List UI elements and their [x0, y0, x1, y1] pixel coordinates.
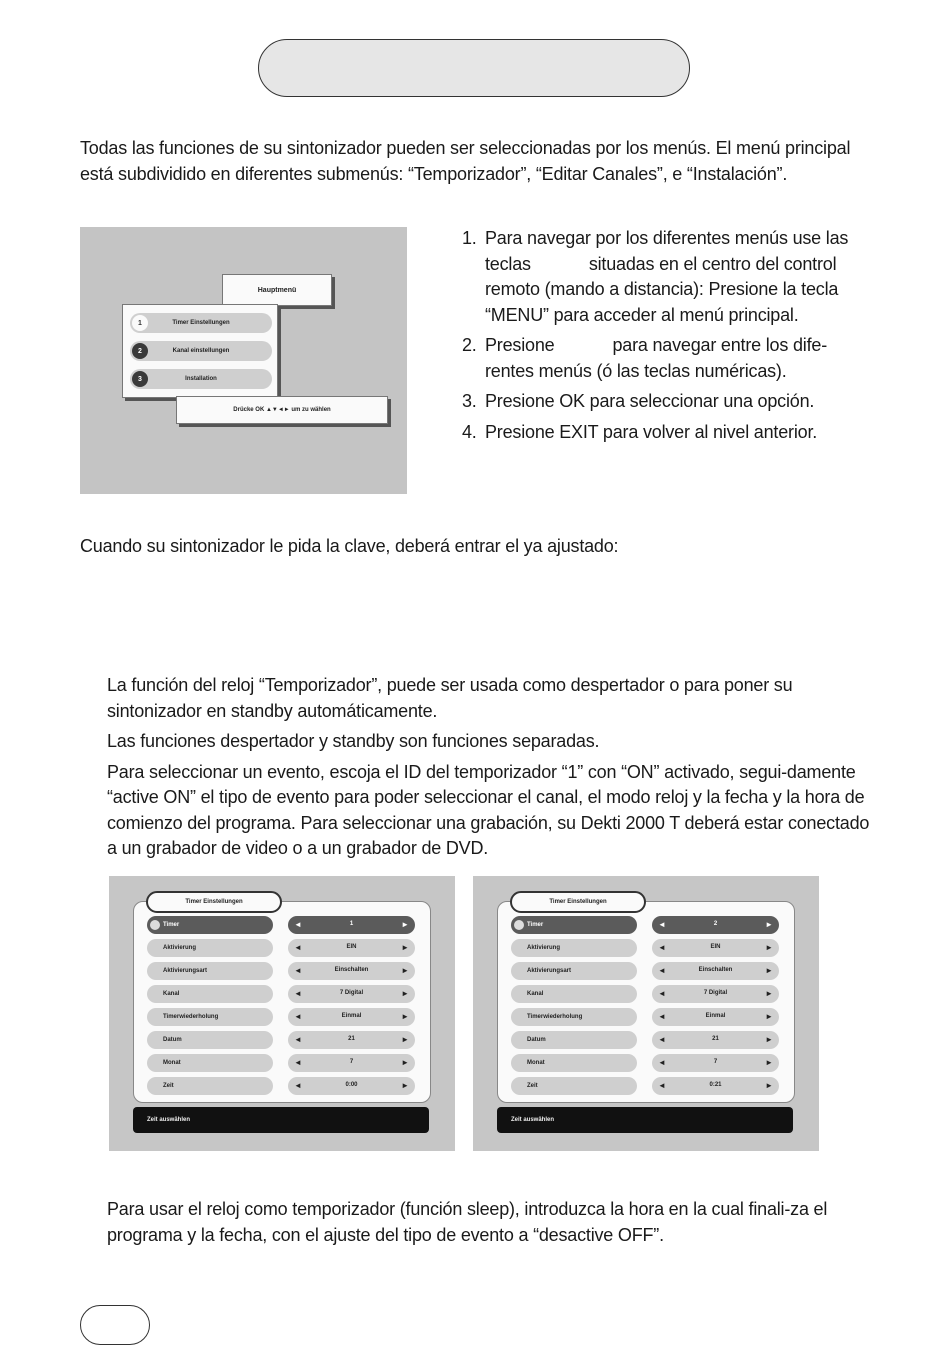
- timer-setting-row: [147, 985, 427, 1003]
- timer-setting-label: Kanal: [511, 985, 637, 1003]
- timer-screenshot-1: [109, 876, 455, 1151]
- timer-setting-value-text: Einmal: [341, 1013, 362, 1019]
- timer-setting-label: Timer: [147, 916, 273, 934]
- arrow-right-icon: ►: [765, 1058, 773, 1067]
- arrow-left-icon: ◄: [658, 989, 666, 998]
- arrow-right-icon: ►: [765, 920, 773, 929]
- step-item: [462, 420, 872, 446]
- arrow-right-icon: ►: [765, 989, 773, 998]
- timer-setting-label: Zeit: [147, 1077, 273, 1095]
- arrow-left-icon: ◄: [294, 943, 302, 952]
- timer-setting-value-text: 7 Digital: [703, 990, 728, 996]
- step-item: [462, 333, 872, 384]
- timer-status-bar: Zeit auswählen: [497, 1107, 793, 1133]
- arrow-right-icon: ►: [765, 966, 773, 975]
- arrow-left-icon: ◄: [294, 966, 302, 975]
- menu-list: [122, 304, 278, 398]
- timer-setting-row: [511, 1054, 791, 1072]
- step-text: Presione: [485, 335, 555, 355]
- step-text: Para navegar por los diferentes menús use las teclas: [485, 228, 849, 274]
- arrow-left-icon: ◄: [658, 1058, 666, 1067]
- timer-setting-value: [652, 1031, 779, 1049]
- arrow-right-icon: ►: [765, 1035, 773, 1044]
- arrow-right-icon: ►: [765, 1081, 773, 1090]
- timer-setting-row: [511, 1077, 791, 1095]
- timer-setting-value: [288, 962, 415, 980]
- timer-setting-value: [652, 985, 779, 1003]
- timer-setting-value: [652, 962, 779, 980]
- menu-hint: Drücke OK ▲▼◄► um zu wählen: [176, 396, 388, 424]
- menu-item-label: Installation: [185, 376, 217, 382]
- arrow-right-icon: ►: [401, 966, 409, 975]
- timer-setting-label: Zeit: [511, 1077, 637, 1095]
- timer-paragraph: La función del reloj “Temporizador”, puede ser usada como despertador o para poner su sintonizador en standby automáticamente.: [107, 675, 793, 721]
- step-item: [462, 226, 872, 328]
- timer-setting-row: [147, 1031, 427, 1049]
- timer-setting-row: [511, 939, 791, 957]
- arrow-left-icon: ◄: [294, 920, 302, 929]
- timer-status-bar: Zeit auswählen: [133, 1107, 429, 1133]
- timer-setting-row: [147, 939, 427, 957]
- step-number: 3.: [462, 391, 477, 411]
- page-number-pill: [80, 1305, 150, 1345]
- timer-setting-value-text: Einschalten: [698, 967, 733, 973]
- timer-setting-value: [652, 939, 779, 957]
- timer-setting-value: [288, 939, 415, 957]
- arrow-left-icon: ◄: [294, 1058, 302, 1067]
- menu-item-installation: [130, 369, 272, 389]
- timer-setting-label: Aktivierungsart: [511, 962, 637, 980]
- timer-description: [107, 673, 872, 867]
- arrow-right-icon: ►: [401, 1035, 409, 1044]
- timer-window-title: Timer Einstellungen: [146, 891, 282, 913]
- timer-setting-row: [147, 1008, 427, 1026]
- timer-setting-value: [652, 1077, 779, 1095]
- timer-setting-row: [147, 962, 427, 980]
- timer-setting-value-text: 1: [349, 921, 354, 927]
- timer-setting-value-text: 0:00: [345, 1082, 358, 1088]
- timer-paragraph: Las funciones despertador y standby son funciones separadas.: [107, 731, 600, 751]
- arrow-left-icon: ◄: [658, 966, 666, 975]
- timer-setting-row: [147, 1077, 427, 1095]
- arrow-right-icon: ►: [765, 943, 773, 952]
- main-menu-screenshot: [80, 227, 407, 494]
- arrow-right-icon: ►: [401, 1012, 409, 1021]
- timer-setting-label: Monat: [511, 1054, 637, 1072]
- timer-setting-label: Timerwiederholung: [511, 1008, 637, 1026]
- timer-setting-row: [511, 985, 791, 1003]
- timer-setting-label: Timer: [511, 916, 637, 934]
- timer-setting-label: Datum: [511, 1031, 637, 1049]
- timer-setting-value-text: 0:21: [709, 1082, 722, 1088]
- timer-setting-value-text: 7 Digital: [339, 990, 364, 996]
- menu-item-timer: [130, 313, 272, 333]
- timer-setting-value-text: 21: [712, 1036, 719, 1042]
- menu-item-number: 3: [132, 371, 148, 387]
- timer-setting-value: [288, 1031, 415, 1049]
- arrow-left-icon: ◄: [658, 1035, 666, 1044]
- timer-window-title: Timer Einstellungen: [510, 891, 646, 913]
- timer-setting-value: [652, 916, 779, 934]
- timer-setting-label: Monat: [147, 1054, 273, 1072]
- timer-setting-row: [511, 962, 791, 980]
- timer-setting-label: Aktivierung: [147, 939, 273, 957]
- timer-setting-value: [288, 985, 415, 1003]
- arrow-right-icon: ►: [401, 943, 409, 952]
- step-number: 1.: [462, 228, 477, 248]
- timer-setting-label: Aktivierungsart: [147, 962, 273, 980]
- arrow-right-icon: ►: [401, 1058, 409, 1067]
- timer-setting-value-text: 7: [349, 1059, 354, 1065]
- timer-setting-value: [652, 1054, 779, 1072]
- sleep-paragraph: Para usar el reloj como temporizador (función sleep), introduzca la hora en la cual finali-za el programa y la fecha, con el ajuste del tipo de evento a “desactive OFF”.: [107, 1199, 828, 1245]
- menu-item-number: 2: [132, 343, 148, 359]
- menu-item-label: Timer Einstellungen: [172, 320, 230, 326]
- step-number: 4.: [462, 421, 477, 442]
- navigation-steps: [462, 226, 872, 450]
- intro-paragraph: Todas las funciones de su sintonizador pueden ser seleccionadas por los menús. El menú principal está subdividido en diferentes submenús: “Temporizador”, “Editar Canales”, e “Instalación”.: [80, 138, 851, 184]
- arrow-left-icon: ◄: [294, 1012, 302, 1021]
- arrow-left-icon: ◄: [294, 989, 302, 998]
- timer-setting-value: [288, 916, 415, 934]
- step-text-cont: situadas en el centro del control remoto (mando a distancia): Presione la tecla “MENU” para acceder al menú principal.: [485, 253, 839, 325]
- timer-setting-value-text: Einmal: [705, 1013, 726, 1019]
- arrow-left-icon: ◄: [294, 1081, 302, 1090]
- arrow-left-icon: ◄: [658, 1081, 666, 1090]
- arrow-left-icon: ◄: [294, 1035, 302, 1044]
- timer-paragraph: Para seleccionar un evento, escoja el ID del temporizador “1” con “ON” activado, segui-damente “active ON” el tipo de evento para poder seleccionar el canal, el modo reloj y la fecha y la hora de comienzo del programa. Para seleccionar una grabación, su Dekti 2000 T deberá estar conectado a un grabador de video o a un grabador de DVD.: [107, 761, 870, 858]
- timer-setting-value-text: 7: [713, 1059, 718, 1065]
- timer-setting-label: Kanal: [147, 985, 273, 1003]
- arrow-left-icon: ◄: [658, 943, 666, 952]
- timer-setting-label: Datum: [147, 1031, 273, 1049]
- arrow-left-icon: ◄: [658, 1012, 666, 1021]
- timer-screenshot-2: [473, 876, 819, 1151]
- arrow-right-icon: ►: [401, 1081, 409, 1090]
- timer-setting-row: [147, 916, 427, 934]
- step-number: 2.: [462, 335, 477, 355]
- step-item: [462, 389, 872, 415]
- arrow-left-icon: ◄: [658, 920, 666, 929]
- section-header-pill: [258, 39, 690, 97]
- timer-setting-value: [288, 1054, 415, 1072]
- menu-title: Hauptmenü: [222, 274, 332, 306]
- timer-setting-label: Aktivierung: [511, 939, 637, 957]
- arrow-right-icon: ►: [765, 1012, 773, 1021]
- arrow-right-icon: ►: [401, 920, 409, 929]
- password-paragraph: Cuando su sintonizador le pida la clave, deberá entrar el ya ajustado:: [80, 536, 619, 556]
- timer-setting-value-text: Einschalten: [334, 967, 369, 973]
- menu-item-label: Kanal einstellungen: [172, 348, 230, 354]
- timer-setting-value-text: 2: [713, 921, 718, 927]
- timer-setting-row: [511, 1031, 791, 1049]
- timer-setting-value-text: EIN: [710, 944, 721, 950]
- timer-setting-row: [147, 1054, 427, 1072]
- timer-setting-value: [652, 1008, 779, 1026]
- timer-setting-value-text: 21: [348, 1036, 355, 1042]
- timer-setting-row: [511, 916, 791, 934]
- menu-item-channels: [130, 341, 272, 361]
- timer-setting-value: [288, 1008, 415, 1026]
- arrow-right-icon: ►: [401, 989, 409, 998]
- timer-setting-value-text: EIN: [346, 944, 357, 950]
- timer-setting-label: Timerwiederholung: [147, 1008, 273, 1026]
- menu-item-number: 1: [132, 315, 148, 331]
- timer-setting-row: [511, 1008, 791, 1026]
- step-text: Presione EXIT para volver al nivel anterior.: [485, 421, 818, 442]
- step-text-cont: para navegar entre los dife-rentes menús (ó las teclas numéricas).: [485, 335, 827, 381]
- timer-setting-value: [288, 1077, 415, 1095]
- step-text: Presione OK para seleccionar una opción.: [485, 391, 815, 411]
